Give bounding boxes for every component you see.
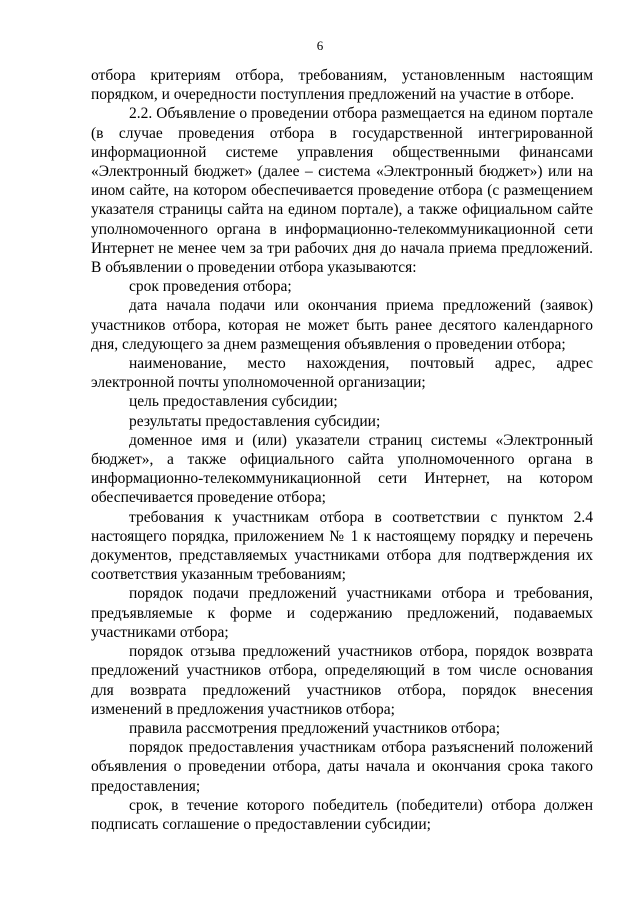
list-item-withdrawal-procedure: порядок отзыва предложений участников отбора, порядок возврата предложений участников отбора, определяющий в том числе основания для возврата предложений участников отбора, порядок внесения изменений в предложения участников отбора; bbox=[91, 643, 593, 718]
list-item-participant-requirements: требования к участникам отбора в соответствии с пунктом 2.4 настоящего порядка, приложением № 1 к настоящему порядку и перечень документов, представляемых участниками отбора для подтверждения их соответствия указанным требованиям; bbox=[91, 508, 593, 584]
list-item-domain-name: доменное имя и (или) указатели страниц системы «Электронный бюджет», а также официального сайта уполномоченного органа в информационно-телекоммуникационной сети Интернет, на котором обеспечивается проведение отбора; bbox=[91, 431, 593, 507]
list-item-application-dates: дата начала подачи или окончания приема предложений (заявок) участников отбора, которая не может быть ранее десятого календарного дня, следующего за днем размещения объявления о проведении отбора; bbox=[91, 297, 593, 353]
paragraph-continuation: отбора критериям отбора, требованиям, установленным настоящим порядком, и очередности поступления предложений на участие в отборе. bbox=[91, 67, 593, 104]
page-number: 6 bbox=[316, 38, 324, 53]
list-item-agreement-term: срок, в течение которого победитель (победители) отбора должен подписать соглашение о предоставлении субсидии; bbox=[91, 796, 593, 833]
list-item-review-rules: правила рассмотрения предложений участников отбора; bbox=[129, 719, 501, 737]
document-body bbox=[91, 66, 593, 834]
paragraph-2-2: 2.2. Объявление о проведении отбора размещается на едином портале (в случае проведения отбора в государственной интегрированной информационной системе управления общественными финансами «Электронный бюджет» (далее – система «Электронный бюджет») или на ином сайте, на котором обеспечивается проведение отбора (с размещением указателя страницы сайта на едином портале), а также официальном сайте уполномоченного органа в информационно-телекоммуникационной сети Интернет не менее чем за три рабочих дня до начала приема предложений. В объявлении о проведении отбора указываются: bbox=[91, 105, 593, 277]
list-item-submission-procedure: порядок подачи предложений участниками отбора и требования, предъявляемые к форме и содержанию предложений, подаваемых участниками отбора; bbox=[91, 585, 593, 641]
list-item-subsidy-results: результаты предоставления субсидии; bbox=[129, 412, 381, 430]
list-item-subsidy-purpose: цель предоставления субсидии; bbox=[129, 393, 338, 411]
list-item-clarifications: порядок предоставления участникам отбора разъяснений положений объявления о проведении отбора, даты начала и окончания срока такого предоставления; bbox=[91, 739, 593, 795]
list-item-selection-period: срок проведения отбора; bbox=[129, 278, 292, 296]
list-item-organization-address: наименование, место нахождения, почтовый адрес, адрес электронной почты уполномоченной организации; bbox=[91, 355, 593, 392]
